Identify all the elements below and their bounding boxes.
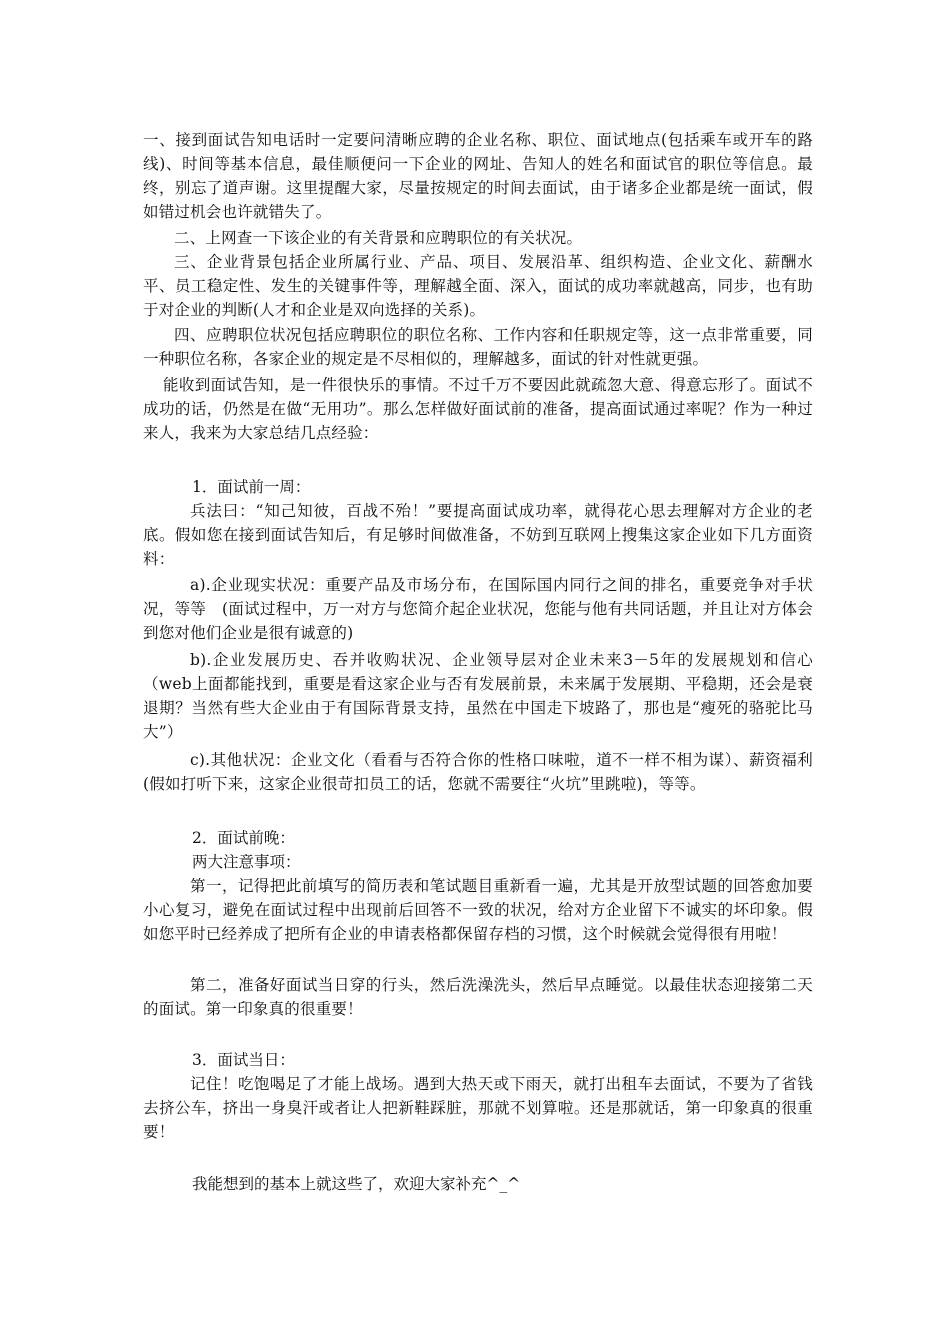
paragraph-9: c).其他状况：企业文化（看看与否符合你的性格口味啦，道不一样不相为谋）、薪资福利(假如打听下来，这家企业很苛扣员工的话，您就不需要往“火坑”里跳啦)，等等。 — [143, 751, 813, 793]
paragraph-6: 兵法曰：“知己知彼，百战不殆！”要提高面试成功率，就得花心思去理解对方企业的老底。假如您在接到面试告知后，有足够时间做准备，不妨到互联网上搜集这家企业如下几方面资料： — [143, 502, 813, 568]
section-heading-1: 1．面试前一周： — [192, 478, 311, 496]
paragraph-10: 第一，记得把此前填写的简历表和笔试题目重新看一遍，尤其是开放型试题的回答愈加要小心复习，避免在面试过程中出现前后回答不一致的状况，给对方企业留下不诚实的坏印象。假如您平时已经养成了把所有企业的申请表格都保留存档的习惯，这个时候就会觉得很有用啦！ — [143, 877, 813, 943]
section-heading-3: 3．面试当日： — [192, 1051, 295, 1069]
paragraph-3: 三、企业背景包括企业所属行业、产品、项目、发展沿革、组织构造、企业文化、薪酬水平、员工稳定性、发生的关键事件等，理解越全面、深入，面试的成功率就越高，同步，也有助于对企业的判断(人才和企业是双向选择的关系)。 — [143, 253, 813, 319]
section-subheading-2: 两大注意事项： — [192, 853, 301, 871]
paragraph-4: 四、应聘职位状况包括应聘职位的职位名称、工作内容和任职规定等，这一点非常重要，同一种职位名称，各家企业的规定是不尽相似的，理解越多，面试的针对性就更强。 — [143, 326, 813, 368]
paragraph-1: 一、接到面试告知电话时一定要问清晰应聘的企业名称、职位、面试地点(包括乘车或开车的路线)、时间等基本信息，最佳顺便问一下企业的网址、告知人的姓名和面试官的职位等信息。最终，别忘了道声谢。这里提醒大家，尽量按规定的时间去面试，由于诸多企业都是统一面试，假如错过机会也许就错失了。 — [143, 131, 813, 221]
paragraph-12: 记住！吃饱喝足了才能上战场。遇到大热天或下雨天，就打出租车去面试，不要为了省钱去挤公车，挤出一身臭汗或者让人把新鞋踩脏，那就不划算啦。还是那就话，第一印象真的很重要！ — [143, 1075, 813, 1141]
section-heading-2: 2．面试前晚： — [192, 829, 295, 847]
paragraph-7: a).企业现实状况：重要产品及市场分布，在国际国内同行之间的排名，重要竞争对手状况，等等 (面试过程中，万一对方与您简介起企业状况，您能与他有共同话题，并且让对方体会到您对他们企业是很有诚意的) — [143, 576, 813, 642]
paragraph-5: 能收到面试告知，是一件很快乐的事情。不过千万不要因此就疏忽大意、得意忘形了。面试不成功的话，仍然是在做“无用功”。那么怎样做好面试前的准备，提高面试通过率呢？作为一种过来人，我来为大家总结几点经验： — [143, 376, 813, 442]
paragraph-2: 二、上网查一下该企业的有关背景和应聘职位的有关状况。 — [174, 229, 583, 247]
paragraph-8: b).企业发展历史、吞并收购状况、企业领导层对企业未来3－5年的发展规划和信心（web上面都能找到，重要是看这家企业与否有发展前景，未来属于发展期、平稳期，还会是衰退期？当然有些大企业由于有国际背景支持，虽然在中国走下坡路了，那也是“瘦死的骆驼比马大”） — [143, 651, 813, 741]
closing-line: 我能想到的基本上就这些了，欢迎大家补充^_^ — [192, 1175, 521, 1193]
paragraph-11: 第二，准备好面试当日穿的行头，然后洗澡洗头，然后早点睡觉。以最佳状态迎接第二天的面试。第一印象真的很重要！ — [143, 976, 813, 1018]
